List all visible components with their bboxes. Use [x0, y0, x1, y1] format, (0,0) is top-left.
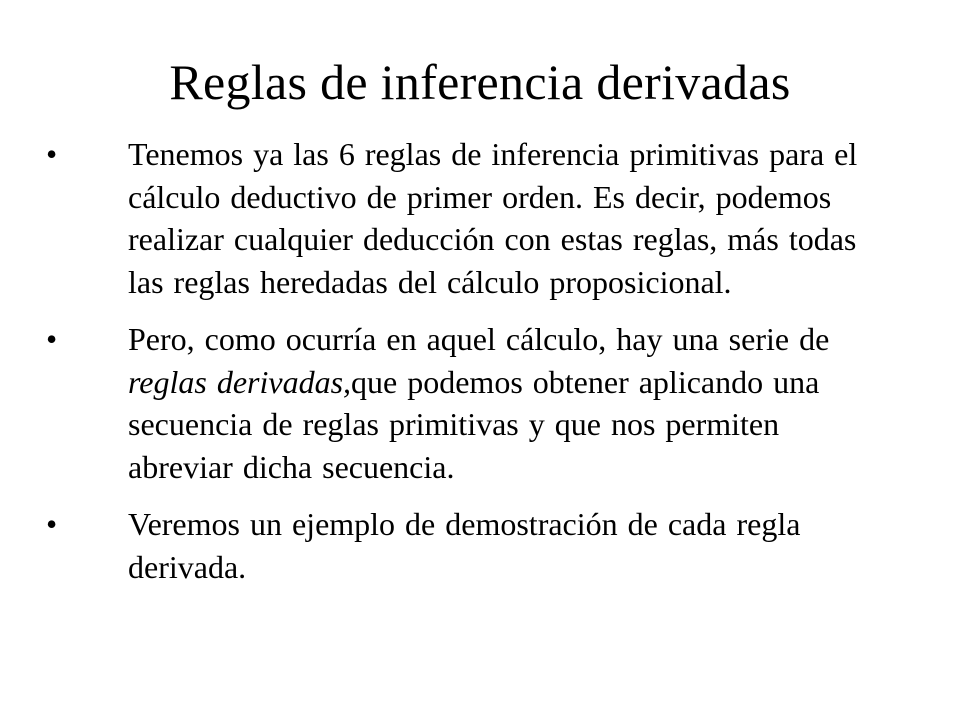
slide-title: Reglas de inferencia derivadas: [169, 54, 791, 110]
bullet-item-1: [0, 133, 960, 303]
bullet-text: Veremos un ejemplo de demostración de cada regla derivada.: [128, 506, 801, 585]
bullet-icon: •: [46, 136, 58, 172]
bullet-list: [0, 133, 960, 603]
bullet-text-italic: reglas derivadas,: [128, 363, 352, 400]
bullet-item-2: [0, 318, 960, 488]
bullet-text: Tenemos ya las 6 reglas de inferencia primitivas para el cálculo deductivo de primer orden. Es decir, podemos realizar cualquier deducción con estas reglas, más todas las reglas heredadas del cálculo proposicional.: [128, 136, 858, 300]
bullet-text-before: Pero, como ocurría en aquel cálculo, hay una serie de: [128, 321, 830, 357]
bullet-text-after: que podemos obtener aplicando una secuencia de reglas primitivas y que nos permiten abreviar dicha secuencia.: [128, 363, 820, 485]
bullet-item-3: [0, 503, 960, 588]
bullet-icon: •: [46, 321, 58, 357]
bullet-icon: •: [46, 506, 58, 542]
